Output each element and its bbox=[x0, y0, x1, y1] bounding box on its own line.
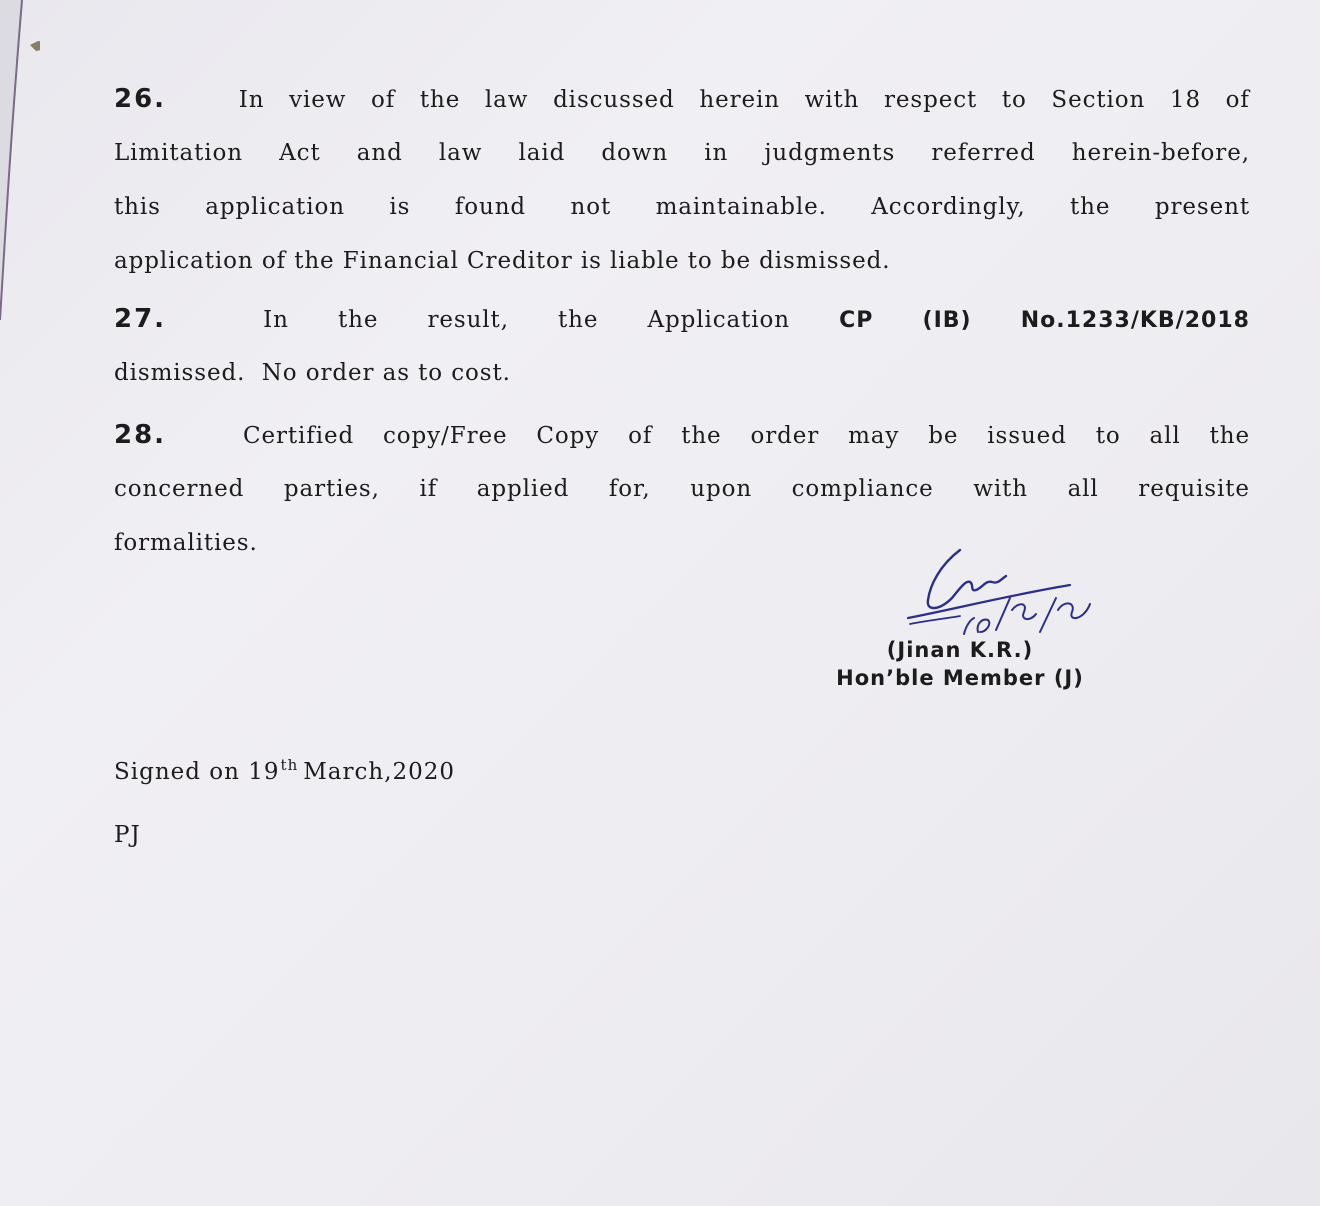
paragraph-number: 27. bbox=[114, 304, 167, 334]
word: Act bbox=[279, 140, 321, 166]
word: Limitation bbox=[114, 140, 244, 166]
word: all bbox=[1067, 476, 1099, 502]
word: of bbox=[371, 87, 396, 113]
signature-icon bbox=[900, 540, 1100, 640]
paragraph-text: formalities. bbox=[114, 530, 258, 556]
para27-line-1 bbox=[114, 292, 1250, 346]
signatory-designation: Hon’ble Member (J) bbox=[836, 666, 1084, 690]
signatory-block bbox=[800, 636, 1120, 692]
case-number-part: CP bbox=[839, 308, 874, 333]
paragraph-text: application of the Financial Creditor is liable to be dismissed. bbox=[114, 248, 891, 274]
para27-line-2 bbox=[114, 346, 1250, 400]
word: the bbox=[681, 423, 722, 449]
signed-on-month-year: March,2020 bbox=[303, 759, 456, 785]
word: copy/Free bbox=[383, 423, 508, 449]
word: order bbox=[750, 423, 820, 449]
paragraph-27 bbox=[114, 292, 1250, 400]
word: and bbox=[356, 140, 403, 166]
word: referred bbox=[931, 140, 1036, 166]
word: herein-before, bbox=[1071, 140, 1250, 166]
word: found bbox=[454, 194, 527, 220]
para26-line-1 bbox=[114, 72, 1250, 126]
word: view bbox=[289, 87, 347, 113]
para26-line-3 bbox=[114, 180, 1250, 234]
word: maintainable. bbox=[655, 194, 827, 220]
word: Section bbox=[1051, 87, 1146, 113]
para26-line-4 bbox=[114, 234, 1250, 288]
word: law bbox=[438, 140, 483, 166]
word: In bbox=[263, 307, 289, 333]
word: the bbox=[558, 307, 599, 333]
word: concerned bbox=[114, 476, 245, 502]
word: if bbox=[419, 476, 438, 502]
word: application bbox=[205, 194, 345, 220]
word: applied bbox=[476, 476, 570, 502]
word: with bbox=[973, 476, 1028, 502]
signatory-name: (Jinan K.R.) bbox=[886, 638, 1034, 662]
word: of bbox=[1225, 87, 1250, 113]
word: Application bbox=[647, 307, 791, 333]
word: Certified bbox=[242, 423, 355, 449]
paragraph-text: dismissed. No order as to cost. bbox=[114, 360, 511, 386]
word: of bbox=[628, 423, 653, 449]
word: In bbox=[238, 87, 265, 113]
word: present bbox=[1154, 194, 1250, 220]
page-edge bbox=[0, 0, 40, 1206]
word: respect bbox=[884, 87, 978, 113]
word: judgments bbox=[764, 140, 896, 166]
word: all bbox=[1149, 423, 1181, 449]
word: in bbox=[704, 140, 729, 166]
signed-on-date bbox=[114, 756, 455, 785]
ordinal-suffix: th bbox=[280, 756, 299, 774]
paragraph-number: 26. bbox=[114, 84, 167, 114]
word: down bbox=[601, 140, 669, 166]
word: the bbox=[1070, 194, 1111, 220]
word: parties, bbox=[283, 476, 380, 502]
word: may bbox=[848, 423, 900, 449]
word: compliance bbox=[791, 476, 934, 502]
word: herein bbox=[699, 87, 780, 113]
word: result, bbox=[427, 307, 509, 333]
word: the bbox=[1209, 423, 1250, 449]
word: 18 bbox=[1169, 87, 1201, 113]
word: the bbox=[419, 87, 461, 113]
case-number: No.1233/KB/2018 bbox=[1020, 308, 1250, 333]
para26-line-2 bbox=[114, 126, 1250, 180]
word: for, bbox=[608, 476, 651, 502]
word: to bbox=[1001, 87, 1027, 113]
para28-line-2 bbox=[114, 462, 1250, 516]
word: not bbox=[570, 194, 612, 220]
word: is bbox=[389, 194, 411, 220]
case-number-part: (IB) bbox=[922, 308, 972, 333]
word: Copy bbox=[536, 423, 600, 449]
word: upon bbox=[690, 476, 753, 502]
paragraph-26 bbox=[114, 72, 1250, 288]
paragraph-number: 28. bbox=[114, 420, 167, 450]
para28-line-1 bbox=[114, 408, 1250, 462]
word: with bbox=[804, 87, 860, 113]
word: laid bbox=[518, 140, 566, 166]
typist-initials: PJ bbox=[114, 822, 141, 848]
word: requisite bbox=[1138, 476, 1250, 502]
signed-on-prefix: Signed on 19 bbox=[114, 759, 280, 785]
word: this bbox=[114, 194, 161, 220]
word: law bbox=[484, 87, 529, 113]
word: to bbox=[1095, 423, 1121, 449]
word: the bbox=[337, 307, 379, 333]
word: discussed bbox=[553, 87, 675, 113]
word: issued bbox=[987, 423, 1067, 449]
word: be bbox=[928, 423, 959, 449]
word: Accordingly, bbox=[871, 194, 1026, 220]
